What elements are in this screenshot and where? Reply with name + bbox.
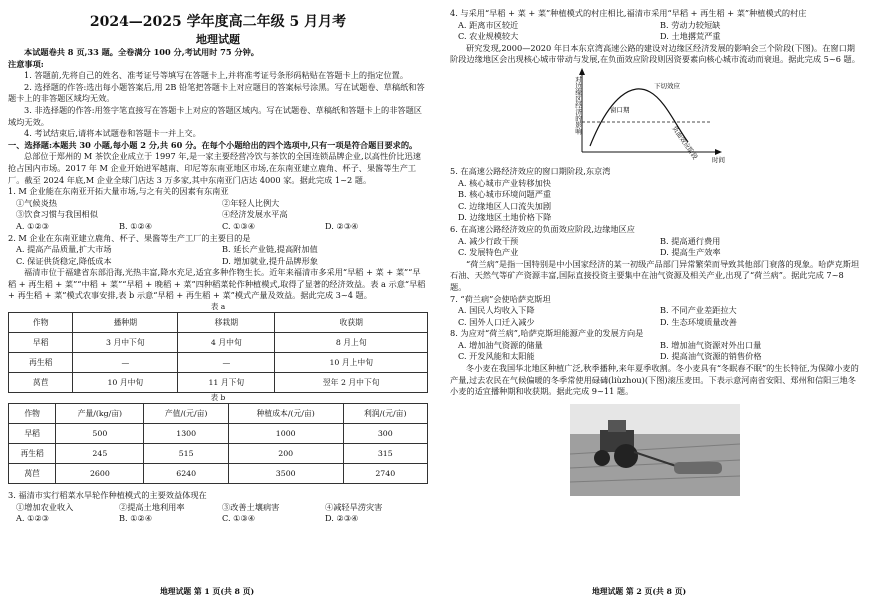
passage: 冬小麦在我国华北地区种植广泛,秋季播种,来年夏季收割。冬小麦具有“冬眠春不眠”的生长特征,为保障小麦的产量,过去农民在气候偏暖的冬季常使用碌碡(liùzhou)(下图)滚压麦田。下表示意河南省安阳、郑州和信阳三地冬小麦的适宜播种期和收获期。据此完成 9~11 题。 bbox=[450, 363, 859, 397]
stone-roller-photo bbox=[570, 404, 740, 496]
note-item: 2. 选择题的作答:选出每小题答案后,用 2B 铅笔把答题卡上对应题目的答案标号涂黑。写在试题卷、草稿纸和答题卡上的非答题区域均无效。 bbox=[8, 81, 425, 104]
passage: 福清市位于福建省东部沿海,光热丰富,降水充足,适宜多种作物生长。近年来福清市多采用“早稻 + 菜 + 菜”“早稻 + 再生稻 + 菜”“中稻 + 菜”“早稻 + 晚稻 + 菜”四种稻菜轮作种植模式,取得了显著的经济效益。表 a 示意“早稻 + 再生稻 + 菜”模式农事安排,表 b 示意“早稻 + 再生稻 + 菜”模式产量及效益。据此完成 3~4 题。 bbox=[8, 267, 426, 301]
option: A. 核心城市产业转移加快 bbox=[458, 177, 551, 188]
table-header: 种植成本/(元/亩) bbox=[228, 404, 343, 424]
note-item: 1. 答题前,先将自己的姓名、准考证号等填写在答题卡上,并将准考证号条形码粘贴在答题卡上的指定位置。 bbox=[24, 70, 409, 81]
table-cell: — bbox=[73, 353, 178, 373]
table-row bbox=[9, 464, 428, 484]
item: ③改善土壤病害 bbox=[222, 501, 280, 512]
table-cell: 245 bbox=[56, 444, 144, 464]
table-cell: 10 月中旬 bbox=[73, 373, 178, 393]
option: D. 生态环境质量改善 bbox=[660, 316, 737, 327]
table-cell: 2740 bbox=[343, 464, 427, 484]
right-column bbox=[450, 8, 862, 496]
item: ④经济发展水平高 bbox=[222, 209, 288, 220]
impact-curve bbox=[590, 89, 688, 146]
answer-options bbox=[8, 513, 428, 525]
x-axis-label: 时间 bbox=[712, 155, 725, 164]
note-item: 3. 非选择题的作答:用签字笔直接写在答题卡上对应的答题区域内。写在试题卷、草稿纸和答题卡上的非答题区域均无效。 bbox=[8, 104, 422, 127]
table-caption: 表 b bbox=[210, 393, 226, 403]
question-items bbox=[8, 198, 428, 221]
option: C. 边缘地区人口流失加剧 bbox=[458, 200, 552, 211]
table-cell: 翌年 2 月中下旬 bbox=[275, 373, 428, 393]
option: D. 土地撂荒严重 bbox=[660, 31, 721, 42]
answer-options bbox=[450, 340, 862, 363]
table-cell: 500 bbox=[56, 424, 144, 444]
option: A. 国民人均收入下降 bbox=[458, 305, 535, 316]
option: D. 提高油气资源的销售价格 bbox=[660, 351, 762, 362]
table-cell: 3 月中下旬 bbox=[73, 333, 178, 353]
curve-label: 负面效应阶段 bbox=[670, 124, 700, 162]
option: B. 劳动力较短缺 bbox=[660, 19, 721, 30]
table-cell: 1300 bbox=[144, 424, 228, 444]
question-stem: 5. 在高速公路经济效应的窗口期阶段,东京湾 bbox=[450, 165, 611, 176]
y-axis-label: 对边缘区经济的影响 bbox=[574, 75, 582, 135]
table-cell: 早稻 bbox=[9, 424, 56, 444]
option: C. 开发风能和太阳能 bbox=[458, 351, 535, 362]
table-row bbox=[9, 373, 428, 393]
option: C. 发展特色产业 bbox=[458, 247, 519, 258]
option: B. 核心城市环境问题严重 bbox=[458, 189, 552, 200]
answer-options bbox=[450, 236, 862, 259]
table-b bbox=[8, 403, 428, 484]
question-stem: 1. M 企业能在东南亚开拓大量市场,与之有关的因素有东南亚 bbox=[8, 186, 229, 197]
option: C. ①③④ bbox=[222, 513, 256, 524]
answer-options bbox=[450, 178, 862, 224]
table-header: 利润/(元/亩) bbox=[343, 404, 427, 424]
page-footer-right: 地理试题 第 2 页(共 8 页) bbox=[592, 587, 687, 596]
table-cell: 再生稻 bbox=[9, 353, 73, 373]
table-caption: 表 a bbox=[210, 302, 226, 312]
option: B. 增加油气资源对外出口量 bbox=[660, 339, 762, 350]
option: D. 边缘地区土地价格下降 bbox=[458, 212, 552, 223]
passage: 研究发现,2000—2020 年日本东京湾高速公路的建设对边缘区经济发展的影响会三个阶段(下图)。在窗口期阶段边缘地区会出现核心城市带动与发展,在负面效应阶段则因资要素向核心城市流动而衰退。据此完成 5~6 题。 bbox=[450, 42, 860, 65]
table-header: 移栽期 bbox=[178, 313, 275, 333]
option: C. ①③④ bbox=[222, 220, 256, 231]
exam-title: 2024—2025 学年度高二年级 5 月月考 bbox=[89, 14, 347, 30]
table-cell: 莴苣 bbox=[9, 464, 56, 484]
roller-icon bbox=[674, 462, 722, 474]
option: B. ①②④ bbox=[119, 220, 153, 231]
table-header: 收获期 bbox=[275, 313, 428, 333]
option: D. ②③④ bbox=[325, 513, 359, 524]
option: B. ①②④ bbox=[119, 513, 153, 524]
table-a bbox=[8, 312, 428, 393]
answer-options bbox=[450, 305, 862, 328]
option: D. ②③④ bbox=[325, 220, 359, 231]
item: ②提高土地利用率 bbox=[119, 501, 185, 512]
option: A. 增加油气资源的储量 bbox=[458, 339, 543, 350]
table-header: 产值/(元/亩) bbox=[144, 404, 228, 424]
option: A. 距离市区较近 bbox=[458, 19, 519, 30]
table-header: 作物 bbox=[9, 313, 73, 333]
item: ③饮食习惯与我国相似 bbox=[16, 209, 98, 220]
exam-intro: 本试题卷共 8 页,33 题。全卷满分 100 分,考试用时 75 分钟。 bbox=[24, 47, 259, 57]
option: C. 农业规模较大 bbox=[458, 31, 519, 42]
answer-options bbox=[8, 221, 428, 233]
option: C. 保证供货稳定,降低成本 bbox=[16, 255, 112, 266]
table-cell: 300 bbox=[343, 424, 427, 444]
table-cell: 200 bbox=[228, 444, 343, 464]
option: B. 提高通行费用 bbox=[660, 235, 721, 246]
item: ④减轻旱涝灾害 bbox=[325, 501, 383, 512]
question-stem: 4. 与采用“早稻 + 菜 + 菜”种植模式的村庄相比,福清市采用“早稻 + 再生稻 + 菜”种植模式的村庄 bbox=[450, 8, 807, 18]
option: D. 提高生产效率 bbox=[660, 247, 721, 258]
item: ①增加农业收入 bbox=[16, 501, 74, 512]
table-row bbox=[9, 353, 428, 373]
option: D. 增加就业,提升品牌形象 bbox=[222, 255, 318, 266]
table-header: 作物 bbox=[9, 404, 56, 424]
option: C. 国外人口迁入减少 bbox=[458, 316, 535, 327]
passage: “荷兰病”是指一国特别是中小国家经济的某一初级产品部门异常繁荣而导致其他部门衰落的现象。哈萨克斯坦石油、天然气等矿产资源丰富,国际直接投资主要集中在油气资源及相关产业,出现了“荷兰病”。据此完成 7~8 题。 bbox=[450, 258, 860, 292]
table-cell: 315 bbox=[343, 444, 427, 464]
table-cell: — bbox=[178, 353, 275, 373]
curve-label: 下切效应 bbox=[654, 81, 680, 90]
table-cell: 10 月上中旬 bbox=[275, 353, 428, 373]
item: ①气候炎热 bbox=[16, 197, 57, 208]
table-cell: 11 月下旬 bbox=[178, 373, 275, 393]
section-heading: 一、选择题:本题共 30 小题,每小题 2 分,共 60 分。在每个小题给出的四个选项中,只有一项是符合题目要求的。 bbox=[8, 139, 418, 150]
table-row bbox=[9, 444, 428, 464]
option: A. ①②③ bbox=[16, 513, 50, 524]
curve-label: 窗口期 bbox=[610, 105, 630, 114]
option: B. 延长产业链,提高附加值 bbox=[222, 244, 318, 255]
question-stem: 7. “荷兰病”会使哈萨克斯坦 bbox=[450, 293, 551, 304]
option: A. 减少行政干预 bbox=[458, 235, 519, 246]
economic-impact-figure bbox=[450, 66, 862, 166]
table-cell: 2600 bbox=[56, 464, 144, 484]
table-cell: 3500 bbox=[228, 464, 343, 484]
table-cell: 4 月中旬 bbox=[178, 333, 275, 353]
table-cell: 再生稻 bbox=[9, 444, 56, 464]
table-cell: 早稻 bbox=[9, 333, 73, 353]
table-row bbox=[9, 333, 428, 353]
subject-title: 地理试题 bbox=[196, 33, 240, 46]
page-footer-left: 地理试题 第 1 页(共 8 页) bbox=[160, 587, 255, 596]
question-stem: 6. 在高速公路经济效应的负面效应阶段,边缘地区应 bbox=[450, 223, 635, 234]
table-header: 产量/(kg/亩) bbox=[56, 404, 144, 424]
table-cell: 1000 bbox=[228, 424, 343, 444]
item: ②年轻人比例大 bbox=[222, 197, 280, 208]
x-axis-arrow bbox=[715, 149, 722, 155]
table-cell: 6240 bbox=[144, 464, 228, 484]
left-column bbox=[8, 8, 428, 525]
table-cell: 515 bbox=[144, 444, 228, 464]
table-row bbox=[9, 424, 428, 444]
table-cell: 8 月上旬 bbox=[275, 333, 428, 353]
answer-options bbox=[450, 20, 862, 43]
y-axis-arrow bbox=[579, 68, 585, 75]
question-stem: 3. 福清市实行稻菜水旱轮作种植模式的主要效益体现在 bbox=[8, 490, 207, 501]
question-items bbox=[8, 502, 428, 514]
question-stem: 8. 为应对“荷兰病”,哈萨克斯坦能源产业的发展方向是 bbox=[450, 328, 644, 339]
question-stem: 2. M 企业在东南亚建立鹿角、杯子、果酱等生产工厂的主要目的是 bbox=[8, 232, 251, 243]
table-header: 播种期 bbox=[73, 313, 178, 333]
note-item: 4. 考试结束后,请将本试题卷和答题卡一并上交。 bbox=[24, 128, 201, 139]
option: B. 不同产业差距拉大 bbox=[660, 305, 737, 316]
passage: 总部位于郑州的 M 茶饮企业成立于 1997 年,是一家主要经营冷饮与茶饮的全国连锁品牌企业,以高性价比迅速抢占国内市场。2017 年 M 企业开始进军越南、印尼等东南亚地区市场,在东南亚建立鹿角、杯子、果酱等生产工厂。截至 2024 年底,M 企业全球门店达 3 万多家,其中东南亚门店达 4000 家。据此完成 1~2 题。 bbox=[8, 151, 421, 185]
answer-options bbox=[8, 244, 428, 267]
table-cell: 莴苣 bbox=[9, 373, 73, 393]
option: A. ①②③ bbox=[16, 220, 50, 231]
option: A. 提高产品质量,扩大市场 bbox=[16, 244, 112, 255]
notes-title: 注意事项: bbox=[8, 58, 44, 69]
